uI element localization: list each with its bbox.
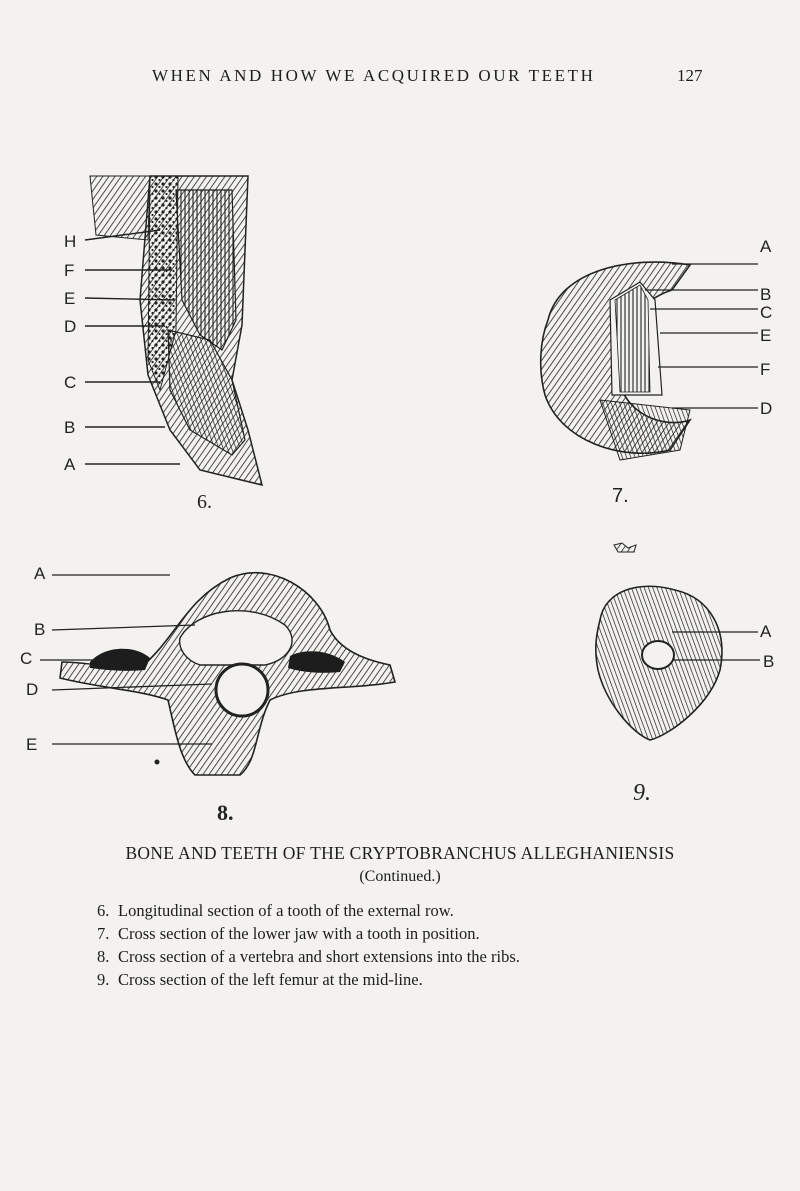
plate-caption-title: BONE AND TEETH OF THE CRYPTOBRANCHUS ALLEGHANIENSIS xyxy=(125,843,675,863)
fig8-label: A xyxy=(34,564,46,583)
fig7-label: D xyxy=(760,399,773,418)
legend-item-number: 8. xyxy=(97,947,110,966)
fig6-label: H xyxy=(64,232,77,251)
fig8-label: E xyxy=(26,735,38,754)
fig7-label: E xyxy=(760,326,772,345)
fig8-number: 8. xyxy=(217,800,234,825)
fig6-label: C xyxy=(64,373,77,392)
legend-item-text: Cross section of the lower jaw with a tooth in position. xyxy=(118,924,480,943)
fig6-label: A xyxy=(64,455,76,474)
page-number: 127 xyxy=(677,66,703,85)
legend-item-number: 9. xyxy=(97,970,110,989)
fig6-label: E xyxy=(64,289,76,308)
fig9-label: A xyxy=(760,622,772,641)
fig6-label: B xyxy=(64,418,76,437)
legend-item-number: 6. xyxy=(97,901,110,920)
figure-7-illustration xyxy=(541,237,773,507)
figure-8-illustration xyxy=(20,564,395,825)
fig8-label: B xyxy=(34,620,46,639)
fig8-label: C xyxy=(20,649,33,668)
figure-9-illustration xyxy=(596,543,775,806)
fig6-label: F xyxy=(64,261,75,280)
fig7-label: B xyxy=(760,285,772,304)
fig9-label: B xyxy=(763,652,775,671)
fig6-label: D xyxy=(64,317,77,336)
plate-caption-subtitle: (Continued.) xyxy=(359,868,441,885)
fig7-label: C xyxy=(760,303,773,322)
figure-legend xyxy=(97,899,737,991)
legend-item-text: Longitudinal section of a tooth of the external row. xyxy=(118,901,454,920)
fig7-label: A xyxy=(760,237,772,256)
legend-item xyxy=(97,922,737,945)
legend-item xyxy=(97,945,737,968)
legend-item-text: Cross section of the left femur at the mid-line. xyxy=(118,970,423,989)
figure-6-illustration xyxy=(64,176,262,513)
fig8-label: D xyxy=(26,680,39,699)
fig7-number: 7. xyxy=(612,485,629,507)
fig9-number: 9. xyxy=(633,780,651,806)
legend-item-text: Cross section of a vertebra and short extensions into the ribs. xyxy=(118,947,520,966)
fig7-label: F xyxy=(760,360,771,379)
running-title: WHEN AND HOW WE ACQUIRED OUR TEETH xyxy=(152,66,596,85)
legend-item-number: 7. xyxy=(97,924,110,943)
fig6-number: 6. xyxy=(197,491,212,513)
legend-item xyxy=(97,968,737,991)
legend-item xyxy=(97,899,737,922)
